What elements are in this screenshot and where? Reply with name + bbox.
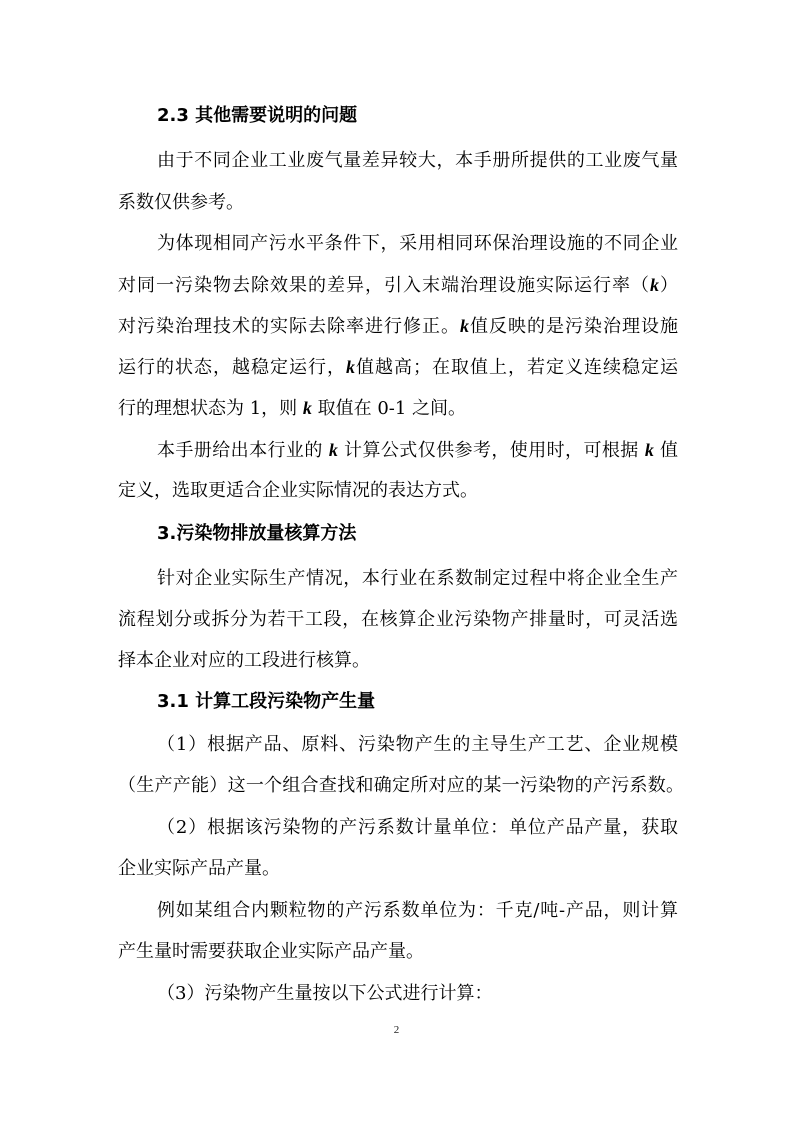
- k-variable: k: [460, 316, 469, 336]
- paragraph-line: 本手册给出本行业的 k 计算公式仅供参考，使用时，可根据 k 值: [157, 440, 678, 461]
- paragraph-line: 对污染治理技术的实际去除率进行修正。k值反映的是污染治理设施: [118, 316, 678, 337]
- paragraph-line: （生产产能）这一个组合查找和确定所对应的某一污染物的产污系数。: [118, 775, 684, 796]
- paragraph-line: 产生量时需要获取企业实际产品产量。: [118, 941, 424, 962]
- paragraph-line: 定义，选取更适合企业实际情况的表达方式。: [118, 480, 478, 501]
- heading-2-3: 2.3 其他需要说明的问题: [157, 105, 358, 126]
- paragraph-line: 例如某组合内颗粒物的产污系数单位为：千克/吨-产品，则计算: [157, 900, 678, 921]
- k-variable: k: [346, 357, 355, 377]
- k-variable: k: [650, 275, 659, 295]
- paragraph-line: 为体现相同产污水平条件下，采用相同环保治理设施的不同企业: [157, 233, 678, 254]
- paragraph-line: 针对企业实际生产情况，本行业在系数制定过程中将企业全生产: [157, 568, 678, 589]
- paragraph-line: 由于不同企业工业废气量差异较大，本手册所提供的工业废气量: [157, 150, 678, 171]
- paragraph-line: 运行的状态，越稳定运行，k值越高；在取值上，若定义连续稳定运: [118, 357, 678, 378]
- paragraph-line: 对同一污染物去除效果的差异，引入末端治理设施实际运行率（k）: [118, 275, 678, 296]
- heading-3-1: 3.1 计算工段污染物产生量: [157, 691, 376, 712]
- heading-3: 3.污染物排放量核算方法: [157, 523, 357, 544]
- page-number: 2: [393, 1024, 400, 1036]
- paragraph-line: （2）根据该污染物的产污系数计量单位：单位产品产量，获取: [157, 817, 678, 838]
- k-variable: k: [328, 440, 338, 460]
- paragraph-line: （3）污染物产生量按以下公式进行计算：: [157, 983, 493, 1004]
- paragraph-line: 企业实际产品产量。: [118, 858, 280, 879]
- paragraph-line: 行的理想状态为 1，则 k 取值在 0-1 之间。: [118, 398, 467, 419]
- paragraph-line: 系数仅供参考。: [118, 192, 244, 213]
- paragraph-line: 流程划分或拆分为若干工段，在核算企业污染物产排量时，可灵活选: [118, 609, 678, 630]
- k-variable: k: [644, 440, 654, 460]
- paragraph-line: （1）根据产品、原料、污染物产生的主导生产工艺、企业规模: [157, 734, 678, 755]
- paragraph-line: 择本企业对应的工段进行核算。: [118, 650, 370, 671]
- k-variable: k: [302, 398, 312, 418]
